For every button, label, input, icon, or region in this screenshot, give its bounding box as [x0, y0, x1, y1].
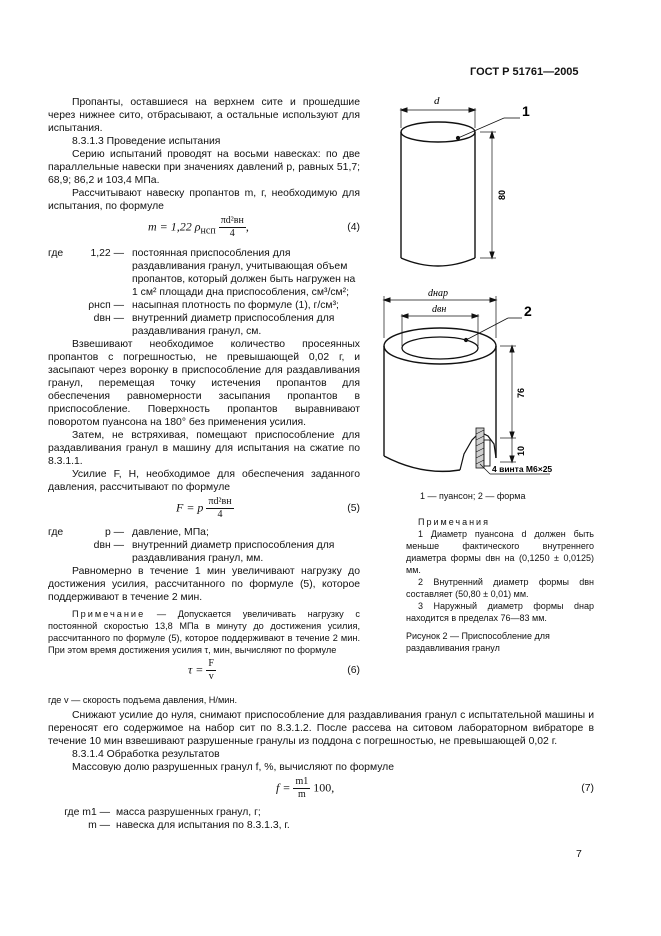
dim-label-d-nar: dнар [428, 288, 448, 299]
dim-label-76: 76 [516, 387, 526, 398]
notes-title: Примечания [418, 517, 490, 527]
paragraph: Усилие F, Н, необходимое для обеспечения заданного давления, рассчитывают по формуле [48, 469, 360, 493]
definition-body: масса разрушенных гранул, г; [116, 807, 261, 818]
fraction [293, 776, 310, 801]
definition [48, 312, 360, 338]
definition-term: 1,22 — [90, 248, 124, 259]
denominator: 4 [217, 509, 223, 520]
figure-2 [372, 88, 604, 653]
numerator: πd²вн [208, 496, 232, 507]
dim-label-d: d [434, 95, 440, 107]
callout-2: 2 [524, 303, 532, 319]
dim-label-d-vn: dвн [432, 304, 447, 315]
definition-body: постоянная приспособления для раздавливания гранул, учитывающая объем пропантов, который должен быть нагружен на 1 см² площади дна приспособления, см³/см²; [132, 248, 356, 298]
where-6: где v — скорость подъема давления, Н/мин. [48, 695, 238, 705]
figure-note-3: 3 Наружный диаметр формы dнар находится в пределах 76—83 мм. [406, 601, 594, 623]
formula-6 [48, 656, 360, 686]
definition-term: dвн — [93, 540, 124, 551]
definition [48, 806, 594, 819]
paragraph: Взвешивают необходимое количество просеянных пропантов с погрешностью, не превышающей 0,02 г, и засыпают через воронку в приспособление для раздавливания гранул, перемещая точку истечения пропантов для обеспечения равномерности засыпания пропантов в приспособление. Поверхность пропантов выравнивают поворотом пуансона на 180° без применения усилия. [48, 339, 360, 428]
definition-body: внутренний диаметр приспособления для раздавливания гранул, см. [132, 313, 335, 337]
section-heading-8313: 8.3.1.3 Проведение испытания [72, 136, 221, 147]
definition-body: насыпная плотность по формуле (1), г/см³; [132, 300, 339, 311]
definition [48, 299, 360, 312]
formula-7 [48, 774, 594, 806]
formula-4: m = 1,22 $\rho_{нсп}$ $\frac{\text{πd²вн}}{4}$ , (4) [148, 215, 360, 239]
numerator: πd²вн [220, 215, 244, 226]
fraction [206, 496, 233, 521]
definition [48, 819, 594, 832]
callout-1: 1 [522, 103, 530, 119]
paragraph: Пропанты, оставшиеся на верхнем сите и прошедшие через нижнее сито, отбрасывают, а остальные используют для испытания. [48, 97, 360, 134]
figure-caption: Рисунок 2 — Приспособление для раздавливания гранул [406, 631, 550, 653]
fraction [219, 215, 246, 240]
numerator: m1 [295, 776, 309, 787]
formula-number: (5) [347, 503, 360, 514]
definition-term: где m1 — [64, 807, 110, 818]
numerator: F [208, 658, 214, 669]
definition-term: p — [104, 527, 124, 538]
paragraph: Затем, не встряхивая, помещают приспособление для раздавливания гранул в машину для испытания на сжатие по 8.3.1.1. [48, 430, 360, 467]
punch-drawing [401, 108, 520, 266]
definition-term: ρнсп — [88, 300, 124, 311]
formula-lhs: f = [276, 780, 291, 795]
paragraph: Серию испытаний проводят на восьми навесках: по две параллельные навески при значениях давлений p, равных 51,7; 68,9; 86,2 и 103,4 МПа. [48, 149, 360, 186]
definition-term: m — [88, 820, 110, 831]
denominator: 4 [229, 228, 235, 239]
paragraph: Рассчитывают навеску пропантов m, г, необходимую для испытания, по формуле [48, 188, 360, 212]
document-id: ГОСТ Р 51761—2005 [470, 66, 579, 78]
definition-body: навеска для испытания по 8.3.1.3, г. [116, 820, 290, 831]
formula-sub: нсп [200, 225, 216, 237]
definition [48, 247, 360, 299]
where-lead: где [48, 527, 64, 538]
definition-term: dвн — [93, 313, 124, 324]
where-lead: где [48, 248, 64, 259]
paragraph: Равномерно в течение 1 мин увеличивают нагрузку до достижения усилия, рассчитанного по формуле (5), которое поддерживают в течение 2 мин. [48, 566, 360, 603]
formula-lhs: F = p [176, 500, 204, 515]
figure-legend: 1 — пуансон; 2 — форма [420, 491, 526, 501]
definition [48, 526, 360, 539]
definition [48, 539, 360, 565]
page-number: 7 [576, 848, 582, 860]
denominator: v [208, 671, 214, 682]
formula-rhs: 100, [313, 780, 335, 795]
formula-number: (7) [581, 783, 594, 794]
denominator: m [297, 789, 306, 800]
definition-body: давление, МПа; [132, 527, 209, 538]
figure-notes [406, 516, 594, 654]
formula-number: (6) [347, 665, 360, 676]
device-drawing [372, 88, 604, 488]
formula-number: (4) [347, 222, 360, 233]
note-text: — Допускается увеличивать нагрузку с постоянной скоростью 13,8 МПа в минуту до достижения усилия, рассчитанного по формуле (5), которое поддерживают в течение 2 мин. При этом время достижения усилия τ, мин, вычисляют по формуле [48, 609, 360, 655]
formula-lhs: m = 1,22 ρ [148, 219, 201, 234]
note-label: Примечание [72, 609, 146, 619]
left-column [48, 96, 360, 686]
definition-body: внутренний диаметр приспособления для раздавливания гранул, мм. [132, 540, 335, 564]
paragraph: Снижают усилие до нуля, снимают приспособление для раздавливания гранул с испытательной машины и переносят его содержимое на набор сит по 8.3.1.2. После рассева на ситовом лабораторном вибраторе в течение 10 мин взвешивают разрушенные гранулы из поддона с погрешностью, не превышающей 0,02 г. [48, 710, 594, 747]
full-width-text [48, 694, 594, 832]
formula-5 [48, 494, 360, 526]
fraction [206, 658, 216, 683]
paragraph: Массовую долю разрушенных гранул f, %, вычисляют по формуле [72, 762, 395, 773]
screws-label: 4 винта М6×25 [492, 464, 553, 474]
dim-label-80: 80 [497, 189, 507, 200]
dim-label-10: 10 [516, 445, 526, 456]
formula-lhs: τ = [188, 662, 204, 677]
section-heading-8314: 8.3.1.4 Обработка результатов [72, 749, 220, 760]
figure-note-1: 1 Диаметр пуансона d должен быть меньше фактического внутреннего диаметра формы dвн на (0,1250 ± 0,0125) мм. [406, 529, 594, 575]
note [48, 608, 360, 656]
figure-note-2: 2 Внутренний диаметр формы dвн составляет (50,80 ± 0,01) мм. [406, 577, 594, 599]
